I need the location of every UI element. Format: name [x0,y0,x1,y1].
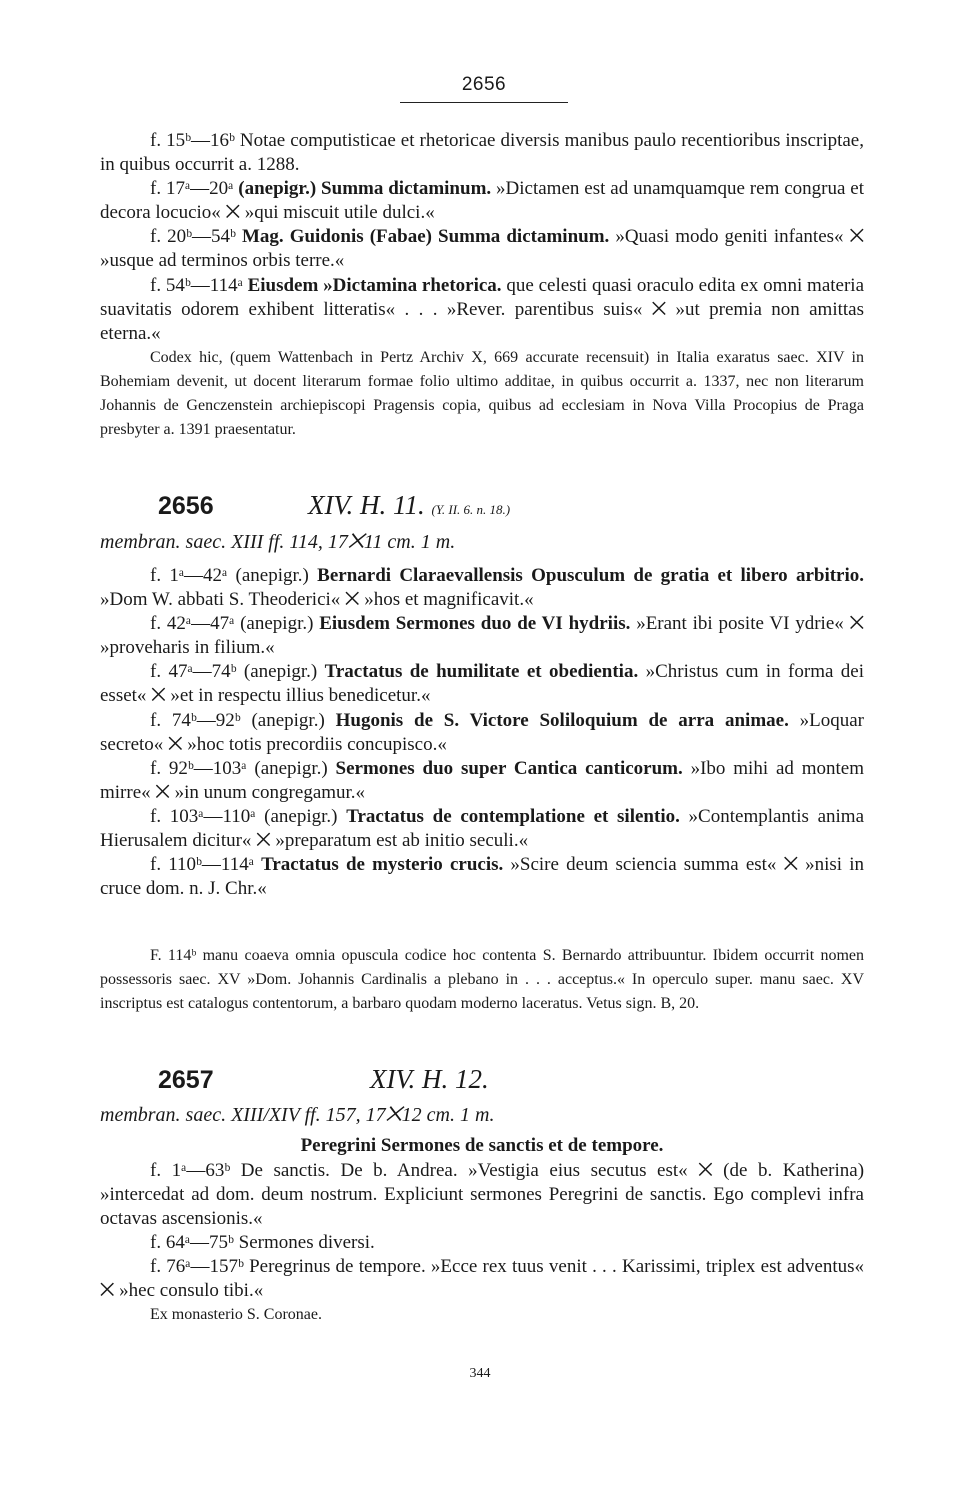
item-line: f. 64ᵃ—75ᵇ Sermones diversi. [150,1232,375,1254]
entry-physical-description: membran. saec. XIII/XIV ff. 157, 17⨉12 cm. 1 m. [100,1104,495,1126]
previous-entry-items [100,129,864,346]
entry-physical-description: membran. saec. XIII ff. 114, 17⨉11 cm. 1 m. [100,531,456,553]
entry-signature: XIV. H. 11. (Y. II. 6. n. 18.) [308,490,511,520]
item-line: f. 92ᵇ—103ᵃ (anepigr.) Sermones duo super Cantica canticorum. »Ibo mihi ad montem mirre« ⨉ »in unum congregamur.« [100,757,864,803]
page-number: 344 [469,1366,491,1381]
entry-signature: XIV. H. 12. [370,1064,489,1094]
running-head: 2656 [461,74,507,95]
item-line: f. 54ᵇ—114ᵃ Eiusdem »Dictamina rhetorica. que celesti quasi oraculo edita ex omni materia suavitatis odorem exhibent litteratis« . . . »Rever. parentibus suis« ⨉ »ut premia non amittas eterna.« [100,274,865,344]
item-line: f. 110ᵇ—114ᵃ Tractatus de mysterio crucis. »Scire deum sciencia summa est« ⨉ »nisi in cruce dom. n. J. Chr.« [100,854,865,900]
entry-items-2656 [100,564,864,901]
entry-note-2657: Ex monasterio S. Coronae. [150,1306,322,1323]
item-line: f. 17ᵃ—20ᵃ (anepigr.) Summa dictaminum. »Dictamen est ad unamquamque rem congrua et decora locucio« ⨉ »qui miscuit utile dulci.« [100,178,865,224]
head-rule [400,102,568,103]
item-line: f. 42ᵃ—47ᵃ (anepigr.) Eiusdem Sermones duo de VI hydriis. »Erant ibi posite VI ydrie« ⨉ »proveharis in filium.« [100,613,864,659]
item-line: f. 103ᵃ—110ᵃ (anepigr.) Tractatus de contemplatione et silentio. »Contemplantis anima Hierusalem dicitur« ⨉ »preparatum est ab initio seculi.« [100,805,865,852]
item-line: f. 15ᵇ—16ᵇ Notae computisticae et rhetoricae diversis manibus paulo recentioribus inscriptae, in quibus occurrit a. 1288. [100,130,864,176]
entry-items-2657 [100,1159,864,1304]
item-line: f. 74ᵇ—92ᵇ (anepigr.) Hugonis de S. Victore Soliloquium de arra animae. »Loquar secreto« ⨉ »hoc totis precordiis concupisco.« [100,709,865,755]
item-line: f. 47ᵃ—74ᵇ (anepigr.) Tractatus de humilitate et obedientia. »Christus cum in forma dei esset« ⨉ »et in respectu illius benedicetur.« [100,661,864,707]
item-line: f. 1ᵃ—63ᵇ De sanctis. De b. Andrea. »Vestigia eius secutus est« ⨉ (de b. Katherina) »intercedat ad dom. deum nostrum. Expliciunt sermones Peregrini de sanctis. Ego complevi infra octavas ascensionis.« [100,1160,865,1230]
entry-number: 2657 [158,1066,214,1094]
entry-note-2656: F. 114ᵇ manu coaeva omnia opuscula codice hoc contenta S. Bernardo attribuuntur. Ibidem occurrit nomen possessoris saec. XV »Dom. Johannis Cardinalis a plebano in . . . acceptus.« In operculo super. manu saec. XV inscriptus est catalogus contentorum, a barbaro quodam moderno laceratus. Vetus sign. B, 20. [100,947,864,1013]
item-line: f. 1ᵃ—42ᵃ (anepigr.) Bernardi Claraevallensis Opusculum de gratia et libero arbitrio. »Dom W. abbati S. Theoderici« ⨉ »hos et magnificavit.« [100,565,865,611]
entry-number: 2656 [158,492,214,520]
entry-main-title: Peregrini Sermones de sanctis et de tempore. [300,1135,664,1156]
previous-entry-note: Codex hic, (quem Wattenbach in Pertz Archiv X, 669 accurate recensuit) in Italia exaratus saec. XIV in Bohemiam devenit, ut docent literarum formae folio ultimo additae, in quibus occurrit a. 1337, nec non literarum Johannis de Genczenstein archiepiscopi Pragensis copia, quibus ad ecclesiam in Nova Villa Procopius de Praga presbyter a. 1391 praesentatur. [100,349,864,439]
item-line: f. 20ᵇ—54ᵇ Mag. Guidonis (Fabae) Summa dictaminum. »Quasi modo geniti infantes« ⨉ »usque ad terminos orbis terre.« [100,226,864,272]
item-line: f. 76ᵃ—157ᵇ Peregrinus de tempore. »Ecce rex tuus venit . . . Karissimi, triplex est adventus« ⨉ »hec consulo tibi.« [100,1256,864,1302]
